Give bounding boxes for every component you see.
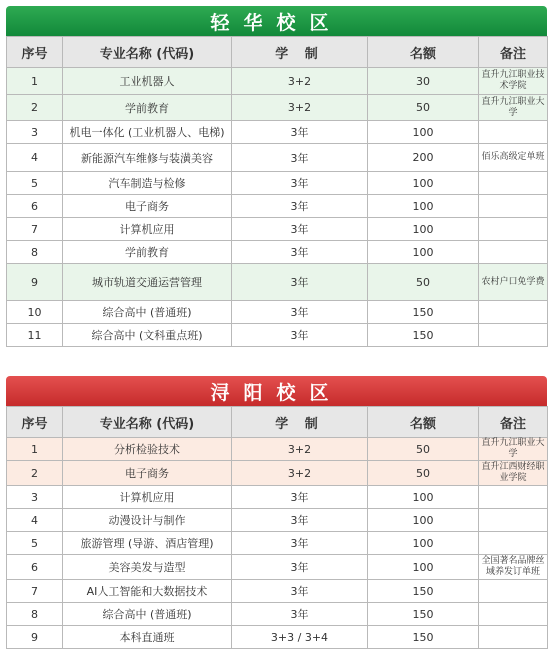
header-note: 备注 [479,37,548,68]
row-major: 动漫设计与制作 [63,509,232,532]
row-no: 6 [7,555,63,580]
table-row [7,580,548,603]
row-quota: 50 [368,264,479,301]
row-quota: 50 [368,438,479,461]
row-quota: 100 [368,172,479,195]
row-major: 学前教育 [63,95,232,121]
row-duration: 3年 [232,580,368,603]
row-quota: 50 [368,461,479,486]
table-row [7,555,548,580]
table-row [7,438,548,461]
row-note [479,301,548,324]
table-row [7,509,548,532]
row-note [479,172,548,195]
row-quota: 150 [368,301,479,324]
row-quota: 100 [368,509,479,532]
row-quota: 100 [368,555,479,580]
row-major: 机电一体化 (工业机器人、电梯) [63,121,232,144]
row-duration: 3年 [232,555,368,580]
campus1-section [6,6,547,347]
table-row [7,264,548,301]
table-row [7,95,548,121]
row-duration: 3+2 [232,461,368,486]
row-major: 旅游管理 (导游、酒店管理) [63,532,232,555]
row-note [479,603,548,626]
row-major: 学前教育 [63,241,232,264]
campus2-title: 浔阳校区 [6,376,547,406]
row-no: 7 [7,580,63,603]
row-no: 2 [7,95,63,121]
row-no: 1 [7,438,63,461]
row-quota: 200 [368,144,479,172]
row-duration: 3年 [232,603,368,626]
row-no: 8 [7,603,63,626]
table-row [7,324,548,347]
row-major: 计算机应用 [63,218,232,241]
header-no: 序号 [7,407,63,438]
table-row [7,195,548,218]
row-duration: 3+2 [232,438,368,461]
row-note: 直升九江职业大学 [479,438,548,461]
table-row [7,68,548,95]
row-duration: 3+3 / 3+4 [232,626,368,649]
row-note [479,532,548,555]
row-major: 工业机器人 [63,68,232,95]
campus1-table [6,36,548,347]
header-duration: 学 制 [232,407,368,438]
row-major: 计算机应用 [63,486,232,509]
row-note [479,121,548,144]
header-major: 专业名称 (代码) [63,407,232,438]
row-no: 9 [7,626,63,649]
table-row [7,486,548,509]
table-row [7,172,548,195]
row-quota: 100 [368,195,479,218]
row-duration: 3年 [232,121,368,144]
row-note [479,241,548,264]
row-note: 直升九江职业技术学院 [479,68,548,95]
row-quota: 100 [368,218,479,241]
row-quota: 150 [368,603,479,626]
row-duration: 3年 [232,509,368,532]
row-duration: 3年 [232,532,368,555]
row-major: 汽车制造与检修 [63,172,232,195]
row-major: 美容美发与造型 [63,555,232,580]
row-no: 4 [7,144,63,172]
row-quota: 150 [368,580,479,603]
row-no: 3 [7,486,63,509]
table-row [7,218,548,241]
row-duration: 3年 [232,195,368,218]
row-duration: 3+2 [232,95,368,121]
table-row [7,603,548,626]
row-no: 10 [7,301,63,324]
table-header-row [7,37,548,68]
row-note [479,580,548,603]
row-note [479,486,548,509]
row-note: 佰乐高级定单班 [479,144,548,172]
table-row [7,241,548,264]
row-note [479,218,548,241]
row-major: 综合高中 (普通班) [63,603,232,626]
row-no: 11 [7,324,63,347]
table-header-row [7,407,548,438]
row-quota: 100 [368,486,479,509]
campus2-table [6,406,548,649]
row-duration: 3年 [232,144,368,172]
row-major: 综合高中 (普通班) [63,301,232,324]
row-no: 4 [7,509,63,532]
row-duration: 3年 [232,486,368,509]
header-quota: 名额 [368,37,479,68]
row-note [479,509,548,532]
row-quota: 100 [368,121,479,144]
row-duration: 3年 [232,264,368,301]
row-no: 3 [7,121,63,144]
table-row [7,461,548,486]
row-duration: 3年 [232,301,368,324]
header-duration: 学 制 [232,37,368,68]
row-quota: 50 [368,95,479,121]
header-major: 专业名称 (代码) [63,37,232,68]
row-quota: 100 [368,241,479,264]
row-no: 6 [7,195,63,218]
row-no: 7 [7,218,63,241]
table-row [7,121,548,144]
row-no: 2 [7,461,63,486]
row-duration: 3年 [232,324,368,347]
row-no: 5 [7,532,63,555]
table-row [7,626,548,649]
row-major: 分析检验技术 [63,438,232,461]
row-duration: 3年 [232,218,368,241]
row-no: 9 [7,264,63,301]
row-quota: 150 [368,626,479,649]
row-major: 电子商务 [63,461,232,486]
row-major: 综合高中 (文科重点班) [63,324,232,347]
row-note: 全国著名品牌丝域养发订单班 [479,555,548,580]
header-quota: 名额 [368,407,479,438]
row-quota: 150 [368,324,479,347]
campus1-title: 轻华校区 [6,6,547,36]
row-quota: 100 [368,532,479,555]
row-duration: 3年 [232,172,368,195]
table-row [7,301,548,324]
row-quota: 30 [368,68,479,95]
row-note: 直升江西财经职业学院 [479,461,548,486]
table-row [7,144,548,172]
row-note [479,195,548,218]
row-major: AI人工智能和大数据技术 [63,580,232,603]
campus2-section [6,376,547,649]
row-note: 直升九江职业大学 [479,95,548,121]
row-no: 8 [7,241,63,264]
row-note [479,324,548,347]
row-major: 新能源汽车维修与装潢美容 [63,144,232,172]
row-major: 城市轨道交通运营管理 [63,264,232,301]
row-major: 电子商务 [63,195,232,218]
header-no: 序号 [7,37,63,68]
row-duration: 3+2 [232,68,368,95]
row-major: 本科直通班 [63,626,232,649]
row-no: 5 [7,172,63,195]
row-duration: 3年 [232,241,368,264]
header-note: 备注 [479,407,548,438]
row-note: 农村户口免学费 [479,264,548,301]
table-row [7,532,548,555]
row-note [479,626,548,649]
row-no: 1 [7,68,63,95]
